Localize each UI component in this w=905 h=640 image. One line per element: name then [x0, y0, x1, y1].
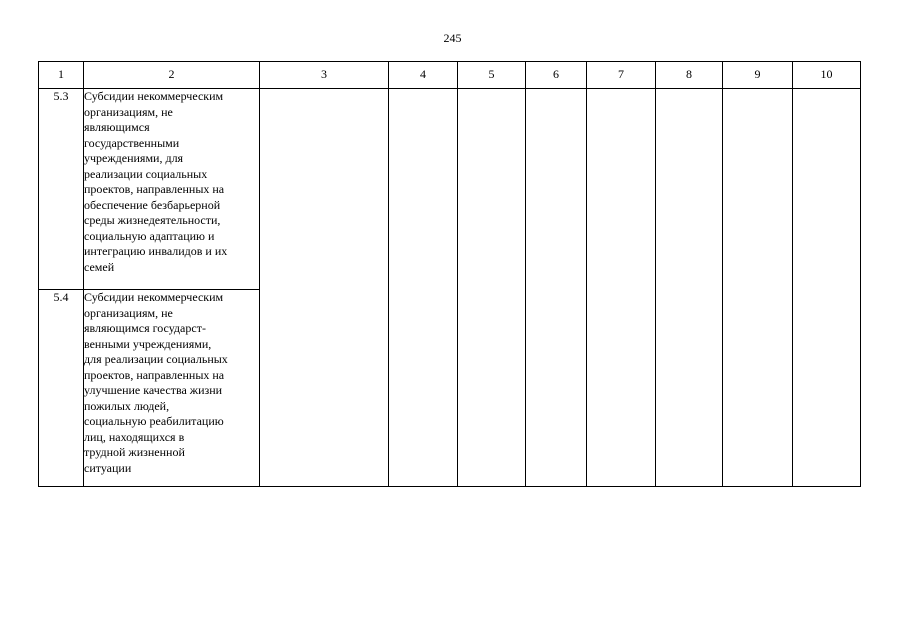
- table-row: [39, 89, 861, 290]
- description-line: Субсидии некоммерческим: [84, 89, 224, 103]
- column-header-3: 3: [260, 62, 389, 89]
- column-header-7: 7: [587, 62, 656, 89]
- description-line: ситуации: [84, 460, 132, 475]
- description-line: трудной жизненной: [84, 445, 185, 459]
- description-line: пожилых людей,: [84, 398, 170, 413]
- column-header-4: 4: [389, 62, 458, 89]
- description-line: проектов, направленных на: [84, 367, 225, 382]
- description-line: социальную реабилитацию: [84, 414, 224, 428]
- column-4-cell: [389, 89, 458, 487]
- row-number: 5.3: [39, 89, 84, 290]
- description-line: лиц, находящихся в: [84, 429, 185, 444]
- description-line: венными учреждениями,: [84, 336, 212, 351]
- column-9-cell: [723, 89, 793, 487]
- description-line: социальную адаптацию и: [84, 228, 215, 243]
- description-line: для реализации социальных: [84, 352, 228, 366]
- row-description: [84, 89, 260, 290]
- header-row: [39, 62, 861, 89]
- description-line: обеспечение безбарьерной: [84, 197, 221, 212]
- row-description: [84, 290, 260, 487]
- column-header-6: 6: [526, 62, 587, 89]
- column-header-8: 8: [656, 62, 723, 89]
- column-header-1: 1: [39, 62, 84, 89]
- description-line: государственными: [84, 135, 180, 150]
- description-line: реализации социальных: [84, 166, 208, 181]
- column-header-10: 10: [793, 62, 861, 89]
- column-header-5: 5: [458, 62, 526, 89]
- column-7-cell: [587, 89, 656, 487]
- column-6-cell: [526, 89, 587, 487]
- column-header-9: 9: [723, 62, 793, 89]
- description-line: организациям, не: [84, 104, 173, 119]
- column-header-2: 2: [84, 62, 260, 89]
- page-number: 245: [443, 31, 462, 45]
- description-line: организациям, не: [84, 305, 173, 320]
- column-5-cell: [458, 89, 526, 487]
- row-number: 5.4: [39, 290, 84, 487]
- column-10-cell: [793, 89, 861, 487]
- description-line: семей: [84, 259, 115, 274]
- description-line: среды жизнедеятельности,: [84, 213, 221, 227]
- column-8-cell: [656, 89, 723, 487]
- column-3-cell: [260, 89, 389, 487]
- description-line: проектов, направленных на: [84, 182, 225, 196]
- description-line: являющимся: [84, 120, 150, 134]
- description-line: Субсидии некоммерческим: [84, 290, 224, 304]
- description-line: являющимся государст-: [84, 321, 206, 335]
- description-line: учреждениями, для: [84, 151, 184, 165]
- data-table: [38, 61, 861, 487]
- description-line: интеграцию инвалидов и их: [84, 244, 228, 258]
- description-line: улучшение качества жизни: [84, 383, 223, 397]
